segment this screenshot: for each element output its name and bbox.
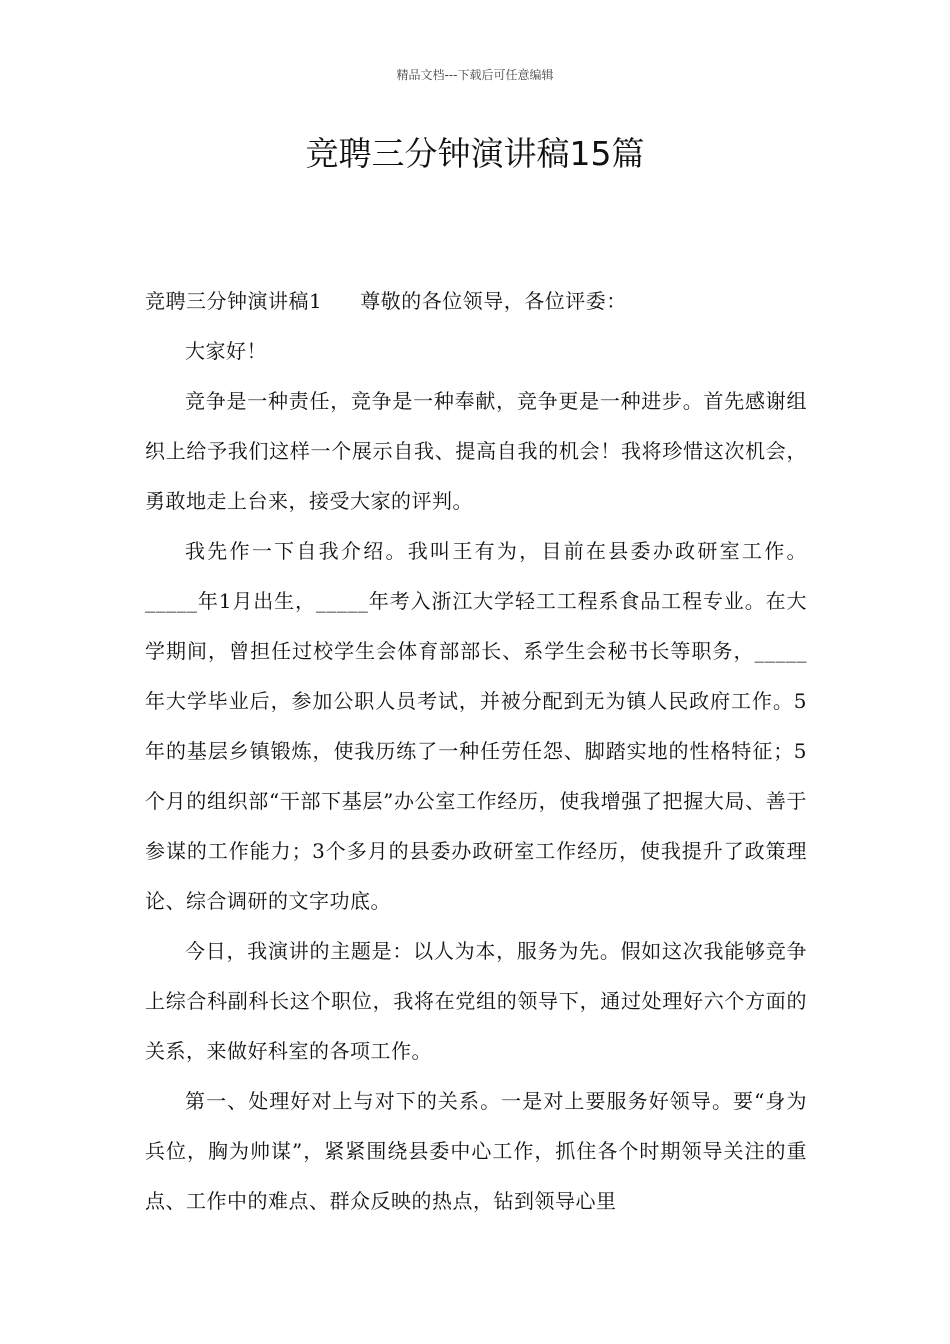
document-title: 竞聘三分钟演讲稿15篇 [305, 134, 645, 173]
speech-heading: 竞聘三分钟演讲稿1 [145, 289, 323, 313]
salutation: 尊敬的各位领导，各位评委： [360, 289, 627, 313]
paragraph-point-one: 第一、处理好对上与对下的关系。一是对上要服务好领导。要“身为兵位，胸为帅谋”，紧紧围绕县委中心工作，抓住各个时期领导关注的重点、工作中的难点、群众反映的热点，钻到领导心里 [145, 1089, 807, 1213]
first-line [145, 276, 807, 326]
paragraph-self-intro: 我先作一下自我介绍。我叫王有为，目前在县委办政研室工作。_____年1月出生，_____年考入浙江大学轻工工程系食品工程专业。在大学期间，曾担任过校学生会体育部部长、系学生会秘书长等职务，_____年大学毕业后，参加公职人员考试，并被分配到无为镇人民政府工作。5年的基层乡镇锻炼，使我历练了一种任劳任怨、脚踏实地的性格特征；5个月的组织部“干部下基层”办公室工作经历，使我增强了把握大局、善于参谋的工作能力；3个多月的县委办政研室工作经历，使我提升了政策理论、综合调研的文字功底。 [145, 539, 807, 913]
document-body [145, 276, 807, 1226]
paragraph-greeting: 大家好！ [185, 339, 267, 363]
header-note: 精品文档---下载后可任意编辑 [396, 68, 554, 82]
paragraph-theme: 今日，我演讲的主题是：以人为本，服务为先。假如这次我能够竞争上综合科副科长这个职位，我将在党组的领导下，通过处理好六个方面的关系，来做好科室的各项工作。 [145, 939, 807, 1063]
paragraph-opening: 竞争是一种责任，竞争是一种奉献，竞争更是一种进步。首先感谢组织上给予我们这样一个展示自我、提高自我的机会！我将珍惜这次机会，勇敢地走上台来，接受大家的评判。 [145, 389, 807, 513]
